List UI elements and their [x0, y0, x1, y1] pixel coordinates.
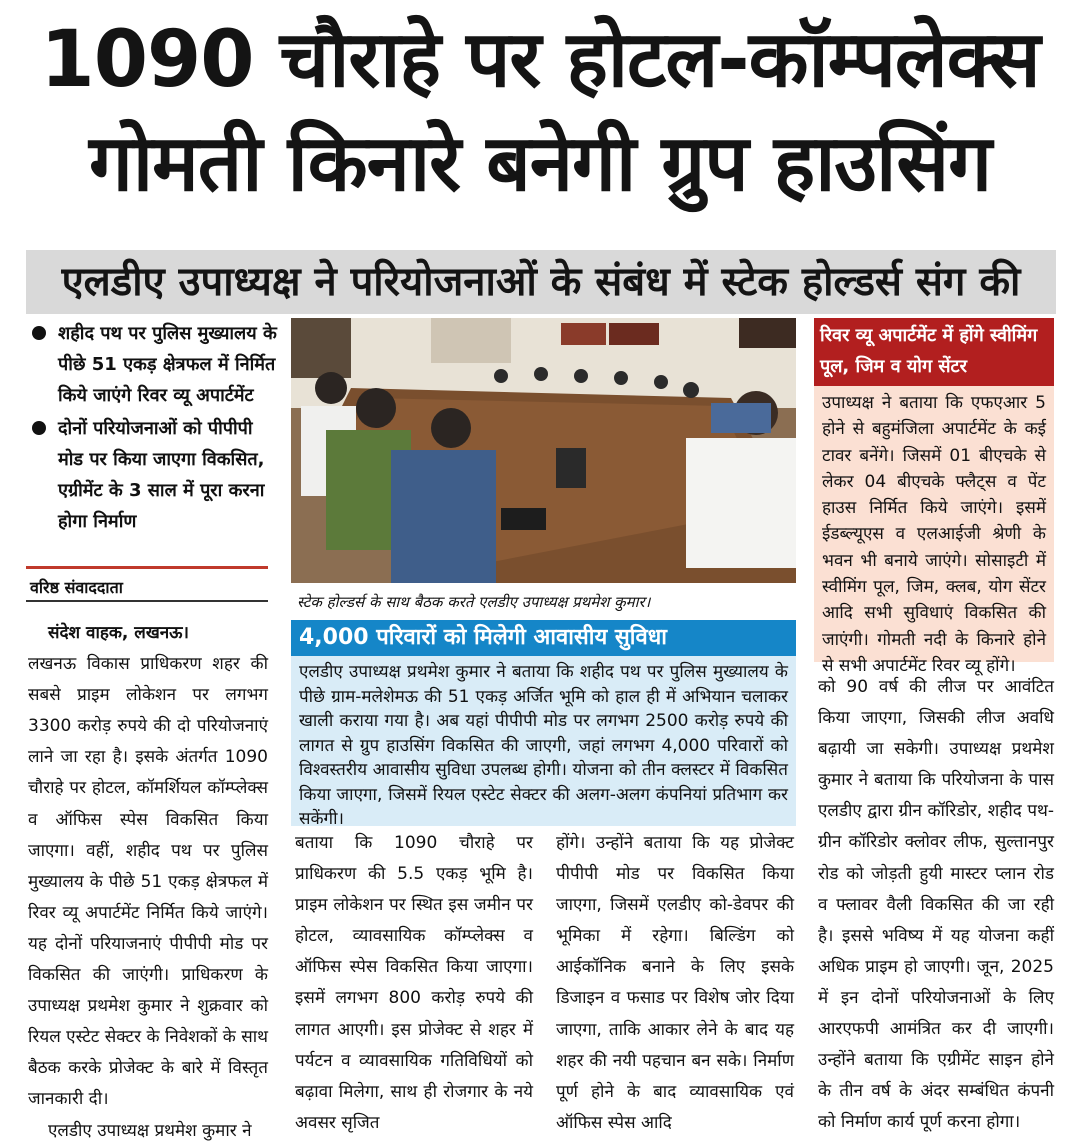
paragraph: होंगे। उन्होंने बताया कि यह प्रोजेक्ट पीपीपी मोड पर विकसित किया जाएगा, जिसमें एलडीए को-डेवपर की भूमिका में रहेगा। बिल्डिंग को आईकॉनिक बनाने के लिए इसके डिजाइन व फसाड पर विशेष जोर दिया जाएगा, ताकि आकार लेने के बाद यह शहर की नयी पहचान बन सके। निर्माण पूर्ण होने के बाद व्यावसायिक एवं ऑफिस स्पेस आदि: [556, 833, 794, 1133]
bullet-item: शहीद पथ पर पुलिस मुख्यालय के पीछे 51 एकड़ क्षेत्रफल में निर्मित किये जाएंगे रिवर व्यू अपार्टमेंट: [22, 318, 277, 411]
red-box-heading: रिवर व्यू अपार्टमेंट में होंगे स्वीमिंग पूल, जिम व योग सेंटर: [814, 318, 1054, 386]
paragraph: लखनऊ विकास प्राधिकरण शहर की सबसे प्राइम लोकेशन पर लगभग 3300 करोड़ रुपये की दो परियोजनाएं लाने जा रहा है। इसके अंतर्गत 1090 चौराहे पर होटल, कॉमर्शियल कॉम्प्लेक्स व ऑफिस स्पेस विकसित किया जाएगा। वहीं, शहीद पथ पर पुलिस मुख्यालय के पीछे 51 एकड़ क्षेत्रफल में रिवर व्यू अपार्टमेंट निर्मित किये जाएंगे। यह दोनों परियाजनाएं पीपीपी मोड पर विकसित की जाएंगी। प्राधिकरण के उपाध्यक्ष प्रथमेश कुमार ने शुक्रवार को रियल एस्टेट सेक्टर के निवेशकों के साथ बैठक करके प्रोजेक्ट के बारे में विस्तृत जानकारी दी।: [28, 654, 268, 1110]
paragraph: बताया कि 1090 चौराहे पर प्राधिकरण की 5.5 एकड़ भूमि है। प्राइम लोकेशन पर स्थित इस जमीन पर होटल, व्यावसायिक कॉम्प्लेक्स व ऑफिस स्पेस विकसित किया जाएगा। इसमें लगभग 800 करोड़ रुपये की लागत आएगी। इस प्रोजेक्ट से शहर में पर्यटन व व्यावसायिक गतिविधियों को बढ़ावा मिलेगा, साथ ही रोजगार के नये अवसर सृजित: [295, 833, 533, 1133]
headline: [0, 8, 1080, 216]
blue-box-text: एलडीए उपाध्यक्ष प्रथमेश कुमार ने बताया कि शहीद पथ पर पुलिस मुख्यालय के पीछे ग्राम-मलेशेमऊ की 51 एकड़ अर्जित भूमि को हाल ही में अभियान चलाकर खाली कराया गया है। अब यहां पीपीपी मोड पर लगभग 2500 करोड़ रुपये की लागत से ग्रुप हाउसिंग विकसित की जाएगी, जहां लगभग 4,000 परिवारों को विश्वस्तरीय आवासीय सुविधा उपलब्ध होगी। योजना को तीन क्लस्टर में विकसित किया जाएगा, जिसमें रियल एस्टेट सेक्टर की अलग-अलग कंपनियां प्रतिभाग कर सकेंगी।: [291, 656, 796, 826]
article-column-1: [28, 618, 268, 1147]
headline-line-2: गोमती किनारे बनेगी ग्रुप हाउसिंग: [89, 119, 991, 209]
divider: [26, 566, 268, 569]
meeting-photo-illustration: [291, 318, 796, 583]
photo-caption: स्टेक होल्डर्स के साथ बैठक करते एलडीए उपाध्यक्ष प्रथमेश कुमार।: [297, 593, 651, 611]
article-column-4: [818, 672, 1054, 1138]
byline: वरिष्ठ संवाददाता: [30, 578, 123, 597]
article-column-2: [295, 828, 533, 1139]
dateline: संदेश वाहक, लखनऊ।: [48, 623, 189, 643]
bullet-item: दोनों परियोजनाओं को पीपीपी मोड पर किया जाएगा विकसित, एग्रीमेंट के 3 साल में पूरा करना होगा निर्माण: [22, 413, 277, 537]
blue-box-heading: 4,000 परिवारों को मिलेगी आवासीय सुविधा: [291, 620, 796, 656]
subheadline: एलडीए उपाध्यक्ष ने परियोजनाओं के संबंध में स्टेक होल्डर्स संग की: [26, 250, 1056, 314]
paragraph: को 90 वर्ष की लीज पर आवंटित किया जाएगा, जिसकी लीज अवधि बढ़ायी जा सकेगी। उपाध्यक्ष प्रथमेश कुमार ने बताया कि परियोजना के पास एलडीए द्वारा ग्रीन कॉरिडोर, शहीद पथ-ग्रीन कॉरिडोर क्लोवर लीफ, सुल्तानपुर रोड को जोड़ती हुयी मास्टर प्लान रोड व फ्लावर वैली विकसित की जा रही है। इससे भविष्य में यह योजना कहीं अधिक प्राइम हो जाएगी। जून, 2025 में इन दोनों परियोजनाओं के लिए आरएफपी आमंत्रित कर दी जाएगी। उन्होंने बताया कि एग्रीमेंट साइन होने के तीन वर्ष के अंदर सम्बंधित कंपनी को निर्माण कार्य पूर्ण करना होगा।: [818, 677, 1054, 1133]
headline-line-1: 1090 चौराहे पर होटल-कॉम्पलेक्स: [40, 15, 1040, 105]
paragraph: एलडीए उपाध्यक्ष प्रथमेश कुमार ने: [48, 1120, 252, 1141]
red-box-text: उपाध्यक्ष ने बताया कि एफएआर 5 होने से बहुमंजिला अपार्टमेंट के कई टावर बनेंगे। जिसमें 01 बीएचके से लेकर 04 बीएचके फ्लैट्स व पेंट हाउस निर्मित किये जाएंगे। इसमें ईडब्ल्यूएस व एलआईजी श्रेणी के भवन भी बनाये जाएंगे। सोसाइटी में स्वीमिंग पूल, जिम, क्लब, योग सेंटर आदि सभी सुविधाएं विकसित की जाएंगी। गोमती नदी के किनारे होने से सभी अपार्टमेंट रिवर व्यू होंगे।: [814, 386, 1054, 662]
article-column-3: [556, 828, 794, 1139]
divider: [26, 600, 268, 602]
highlight-bullets: [22, 318, 277, 539]
meeting-photo: [291, 318, 796, 583]
